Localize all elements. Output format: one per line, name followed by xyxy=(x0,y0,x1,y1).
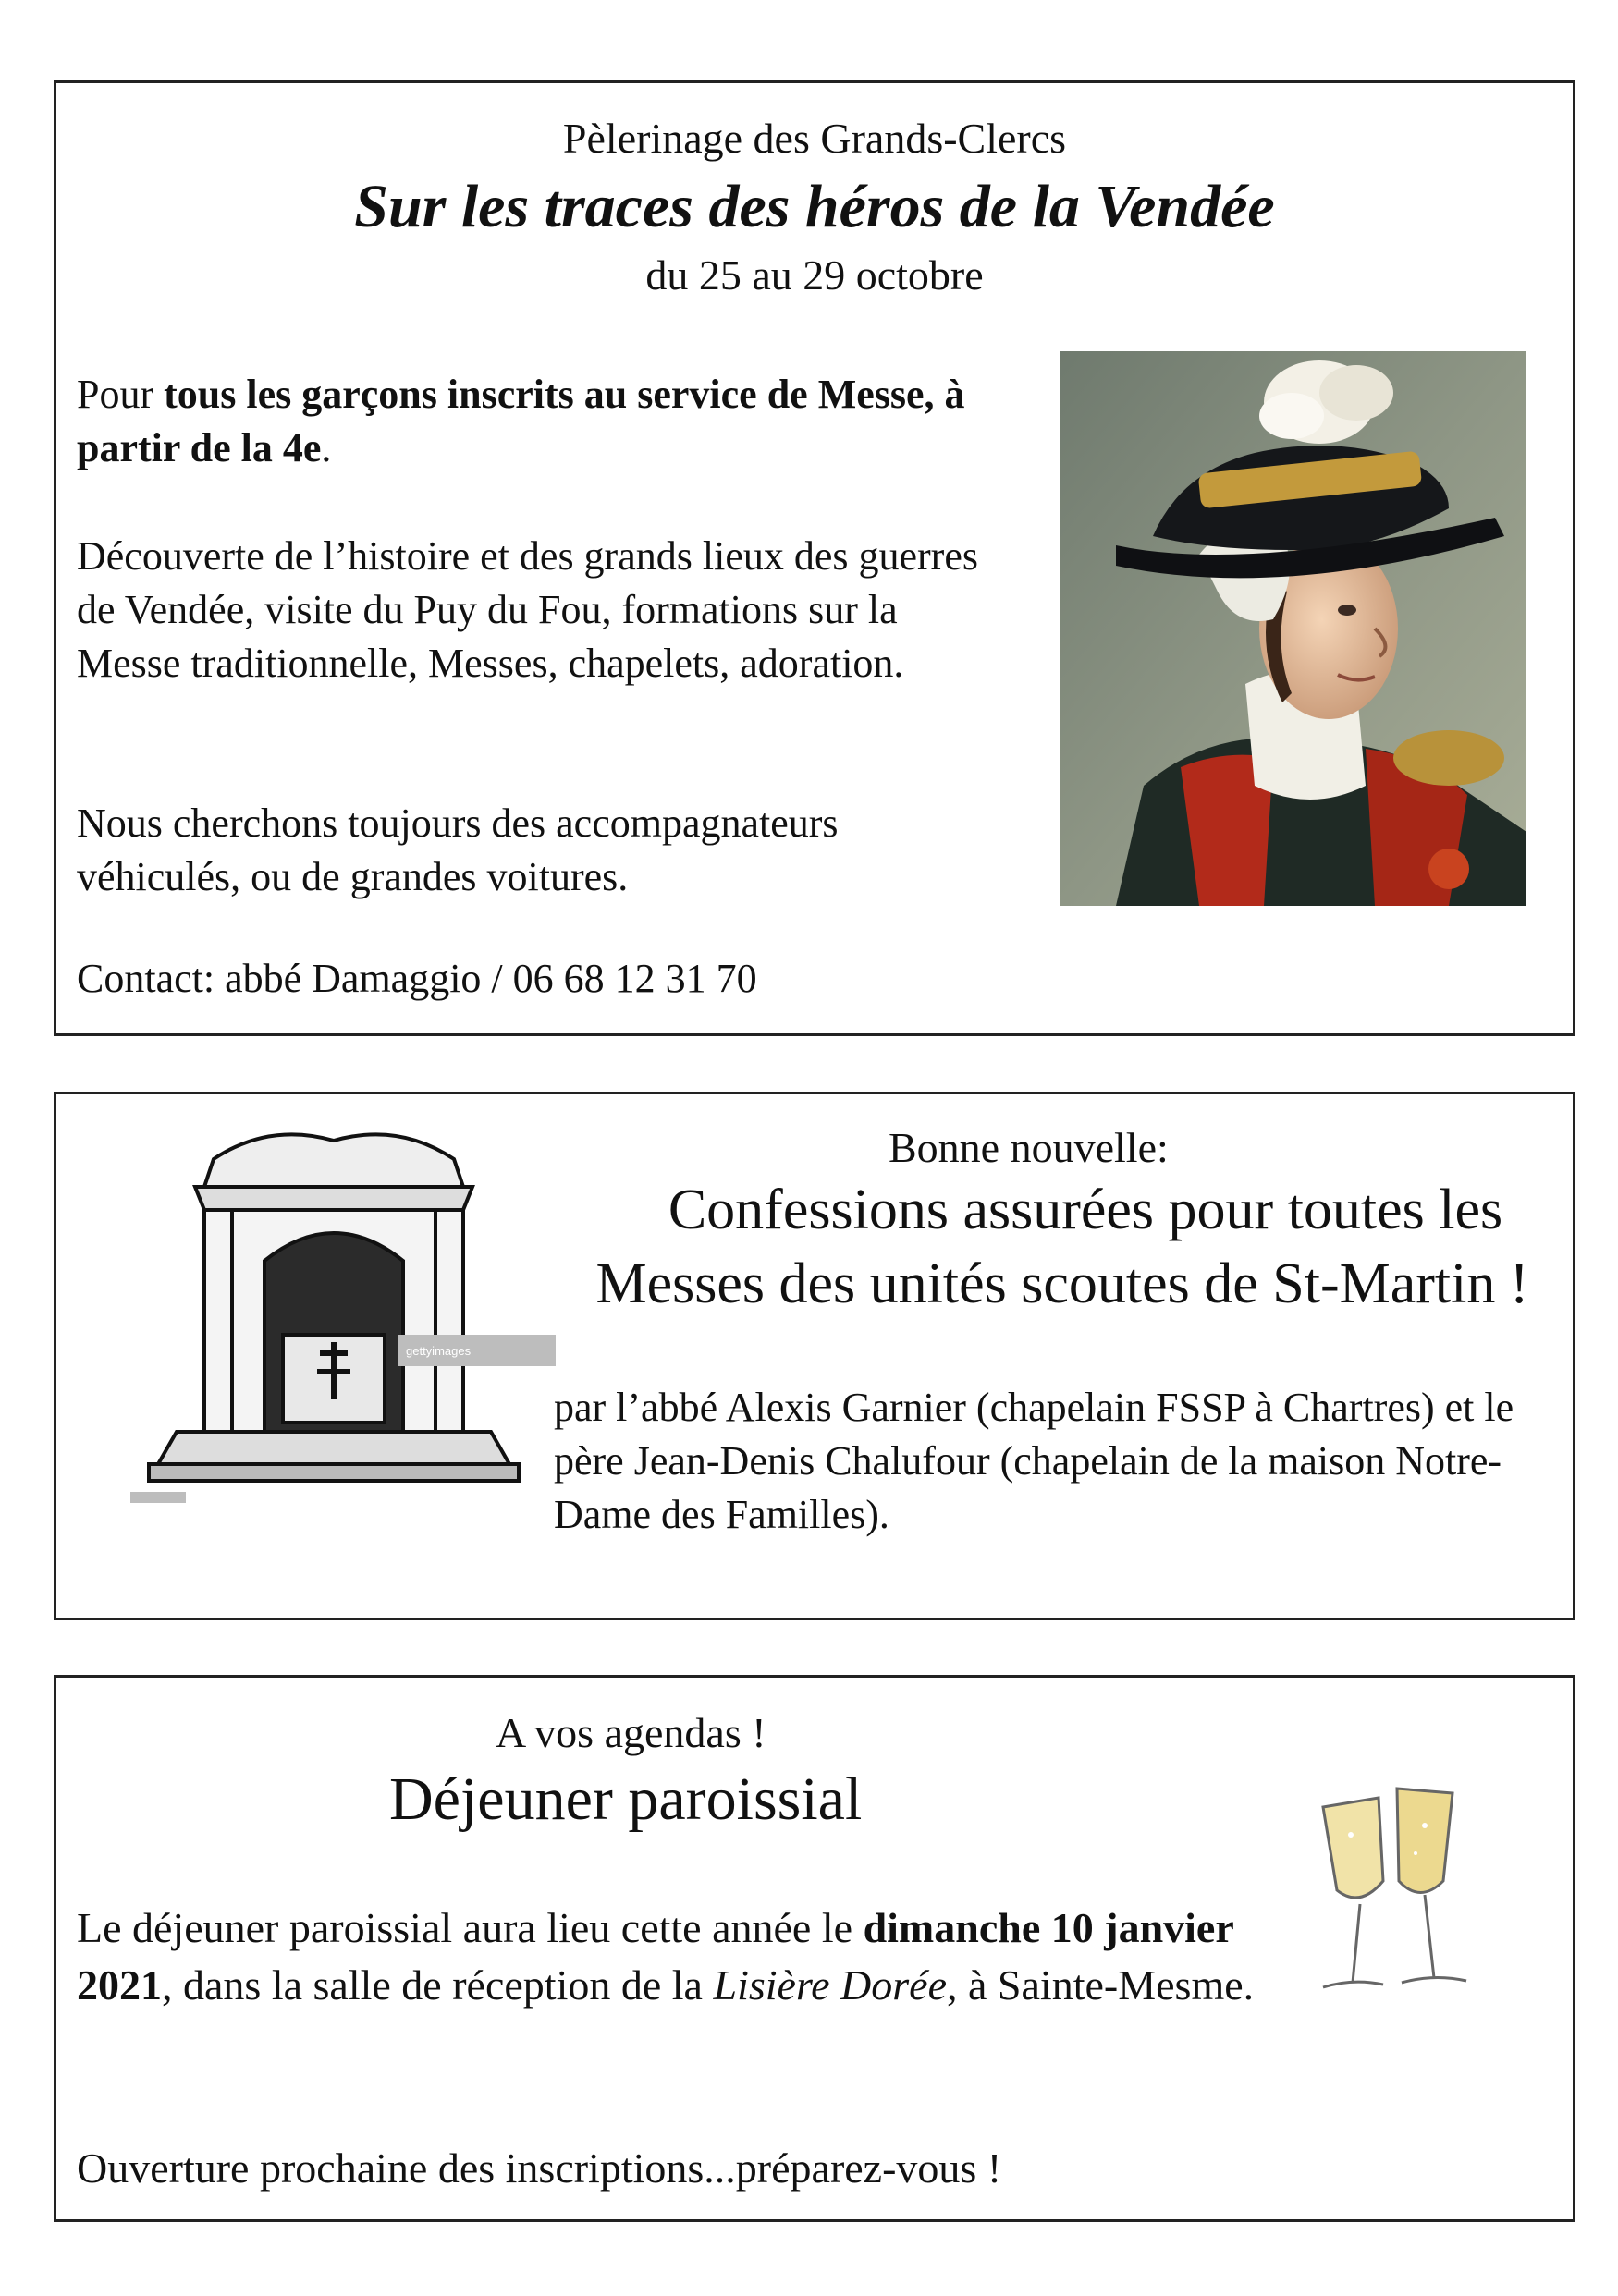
pelerinage-paragraph-volunteers: Nous cherchons toujours des accompagnateurs véhiculés, ou de grandes voitures. xyxy=(77,800,839,899)
date-pre: Le déjeuner paroissial aura lieu cette année le xyxy=(77,1904,864,1951)
audience-post: . xyxy=(321,425,332,470)
venue-italic: Lisière Dorée xyxy=(713,1961,948,2009)
pelerinage-title: Sur les traces des héros de la Vendée xyxy=(354,173,1275,240)
pelerinage-kicker: Pèlerinage des Grands-Clercs xyxy=(562,115,1067,162)
pelerinage-contact: Contact: abbé Damaggio / 06 68 12 31 70 xyxy=(77,956,757,1001)
audience-bold: tous les garçons inscrits au service de Messe, à partir de la 4e xyxy=(77,372,965,470)
svg-text:gettyimages: gettyimages xyxy=(406,1344,472,1358)
confessional-icon xyxy=(112,1122,556,1510)
audience-pre: Pour xyxy=(77,372,165,417)
confessions-section xyxy=(54,1092,1575,1620)
confessions-body: par l’abbé Alexis Garnier (chapelain FSSP à Chartres) et le père Jean-Denis Chalufour (chapelain de la maison Notre-Dame des Familles). xyxy=(554,1385,1514,1537)
pelerinage-section xyxy=(54,80,1575,1036)
dejeuner-kicker: A vos agendas ! xyxy=(496,1709,766,1756)
confessions-headline-line-2: Messes des unités scoutes de St-Martin ! xyxy=(595,1252,1529,1315)
dejeuner-paragraph-registration: Ouverture prochaine des inscriptions...préparez-vous ! xyxy=(77,2144,1002,2192)
confessions-headline-line-1: Confessions assurées pour toutes les xyxy=(668,1179,1503,1241)
portrait-icon xyxy=(1060,351,1526,906)
date-post: , à Sainte-Mesme. xyxy=(947,1961,1255,2009)
pelerinage-paragraph-audience xyxy=(77,368,992,475)
pelerinage-paragraph-program: Découverte de l’histoire et des grands lieux des guerres de Vendée, visite du Puy du Fou, formations sur la Messe traditionnelle, Messes, chapelets, adoration. xyxy=(77,533,978,686)
date-mid: , dans la salle de réception de la xyxy=(162,1961,714,2009)
dejeuner-paragraph-date xyxy=(77,1899,1279,2014)
pelerinage-dates: du 25 au 29 octobre xyxy=(645,251,984,299)
dejeuner-section xyxy=(54,1675,1575,2222)
date-bold: dimanche 10 janvier 2021 xyxy=(77,1904,1233,2009)
champagne-glasses-icon xyxy=(1295,1770,1499,2020)
dejeuner-title: Déjeuner paroissial xyxy=(389,1765,863,1833)
confessions-kicker: Bonne nouvelle: xyxy=(889,1124,1169,1171)
